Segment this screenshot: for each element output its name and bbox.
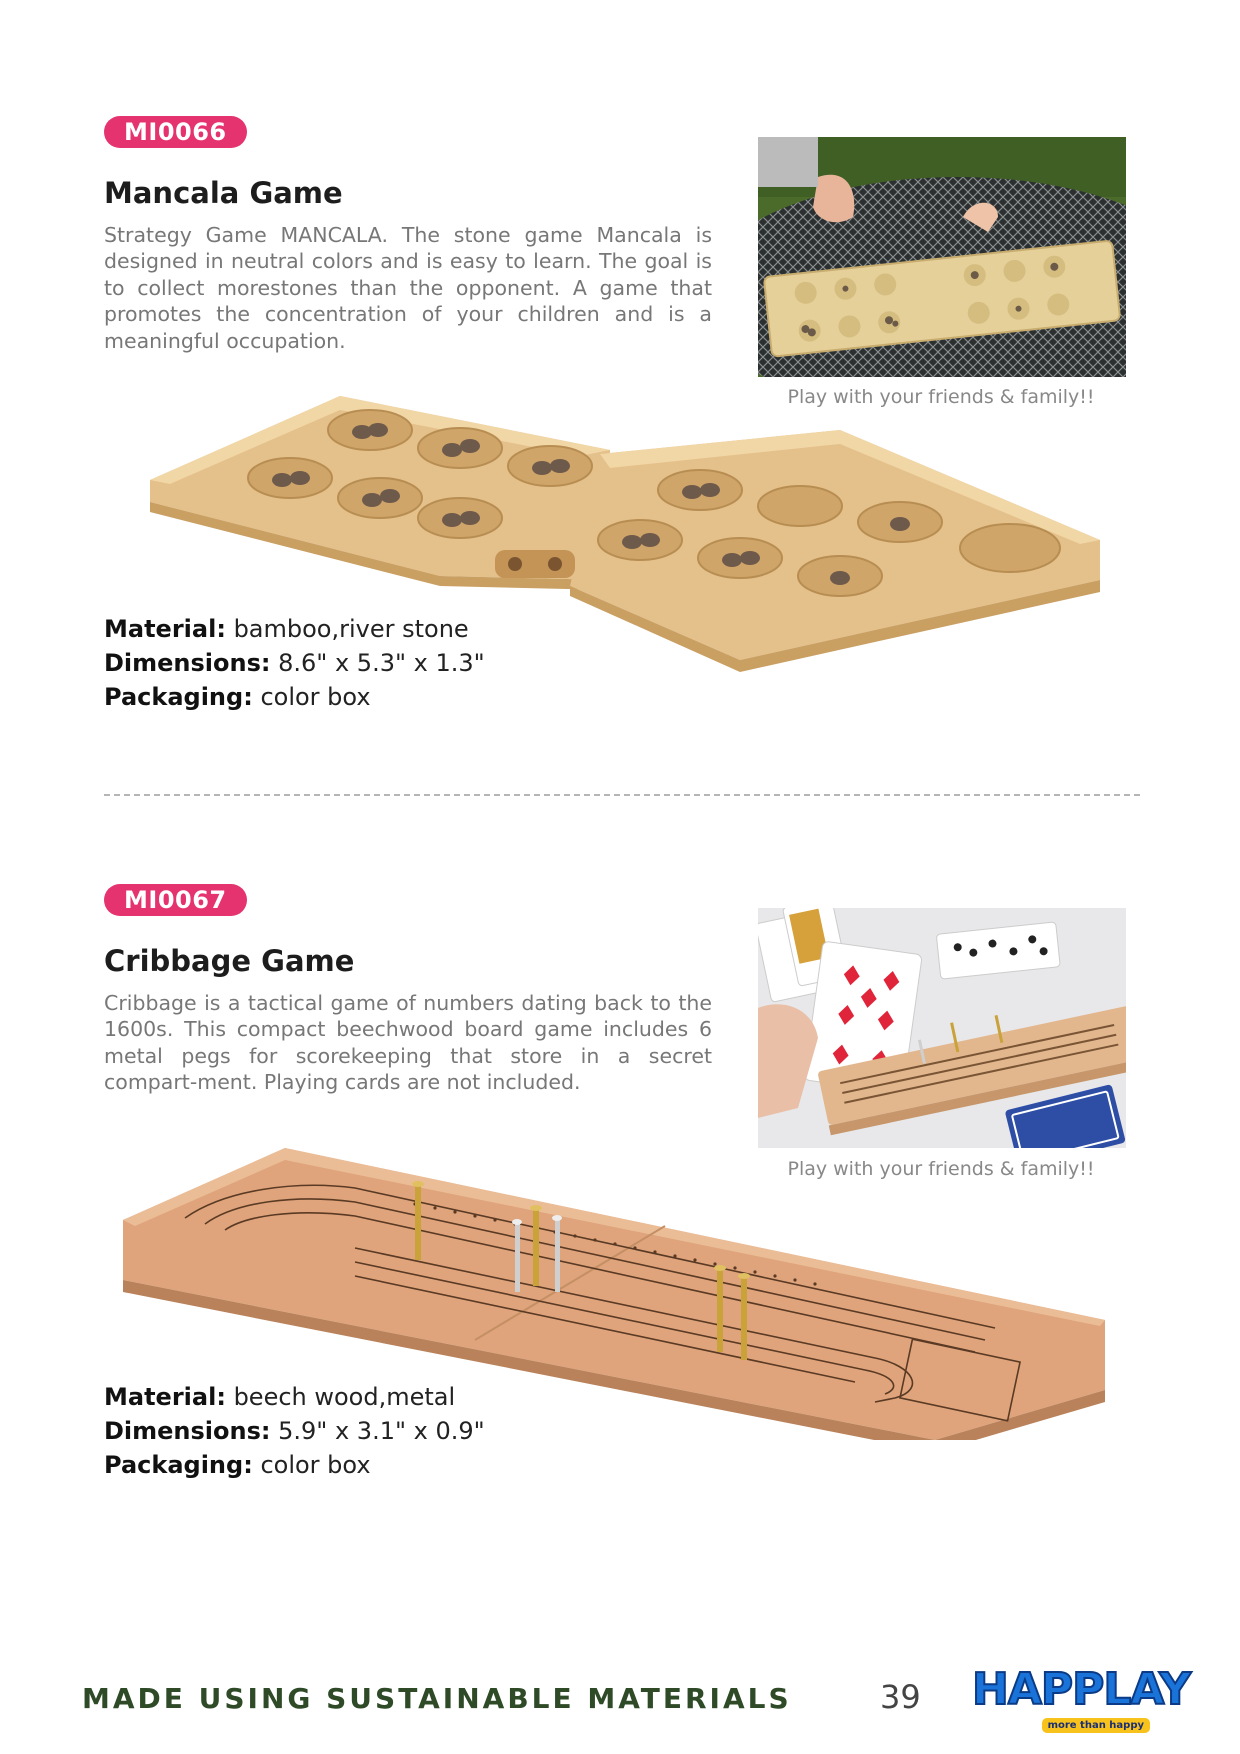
spec-packaging-label: Packaging:: [104, 683, 253, 711]
cribbage-lifestyle-image: [758, 908, 1126, 1148]
spec-packaging-label: Packaging:: [104, 1451, 253, 1479]
happlay-logo: [972, 1664, 1191, 1744]
spec-dimensions: [104, 646, 485, 680]
product-specs: [104, 1380, 485, 1482]
section-divider: [104, 794, 1140, 796]
spec-packaging-value: color box: [260, 1451, 371, 1479]
product-code-badge: MI0066: [104, 116, 247, 148]
product-specs: [104, 612, 485, 714]
page-number: 39: [880, 1678, 921, 1716]
spec-packaging: [104, 1448, 485, 1482]
spec-material: [104, 1380, 485, 1414]
spec-material-value: bamboo,river stone: [233, 615, 469, 643]
photo-caption: Play with your friends & family!!: [787, 1158, 1095, 1180]
lifestyle-photo: [758, 908, 1126, 1148]
spec-material-value: beech wood,metal: [233, 1383, 456, 1411]
spec-dimensions-label: Dimensions:: [104, 1417, 271, 1445]
logo-tagline: more than happy: [1042, 1718, 1150, 1733]
mancala-lifestyle-image: [758, 137, 1126, 377]
spec-packaging: [104, 680, 485, 714]
spec-dimensions-value: 5.9" x 3.1" x 0.9": [278, 1417, 485, 1445]
footer-slogan: MADE USING SUSTAINABLE MATERIALS: [82, 1682, 792, 1715]
product-code-badge: MI0067: [104, 884, 247, 916]
product-description: Cribbage is a tactical game of numbers dating back to the 1600s. This compact beechwood board game includes 6 metal pegs for scorekeeping that store in a secret compart-ment. Playing cards are not included.: [104, 991, 712, 1095]
product-title: Cribbage Game: [104, 944, 355, 978]
spec-material-label: Material:: [104, 615, 226, 643]
product-title: Mancala Game: [104, 176, 343, 210]
product-description: Strategy Game MANCALA. The stone game Mancala is designed in neutral colors and is easy to learn. The goal is to collect morestones than the opponent. A game that promotes the concentration of your children and is a meaningful occupation.: [104, 223, 712, 353]
spec-packaging-value: color box: [260, 683, 371, 711]
spec-dimensions-value: 8.6" x 5.3" x 1.3": [278, 649, 485, 677]
spec-dimensions-label: Dimensions:: [104, 649, 271, 677]
spec-material: [104, 612, 485, 646]
spec-material-label: Material:: [104, 1383, 226, 1411]
logo-wordmark: HAPPLAY: [972, 1664, 1191, 1715]
photo-caption: Play with your friends & family!!: [787, 386, 1095, 408]
lifestyle-photo: [758, 137, 1126, 377]
spec-dimensions: [104, 1414, 485, 1448]
